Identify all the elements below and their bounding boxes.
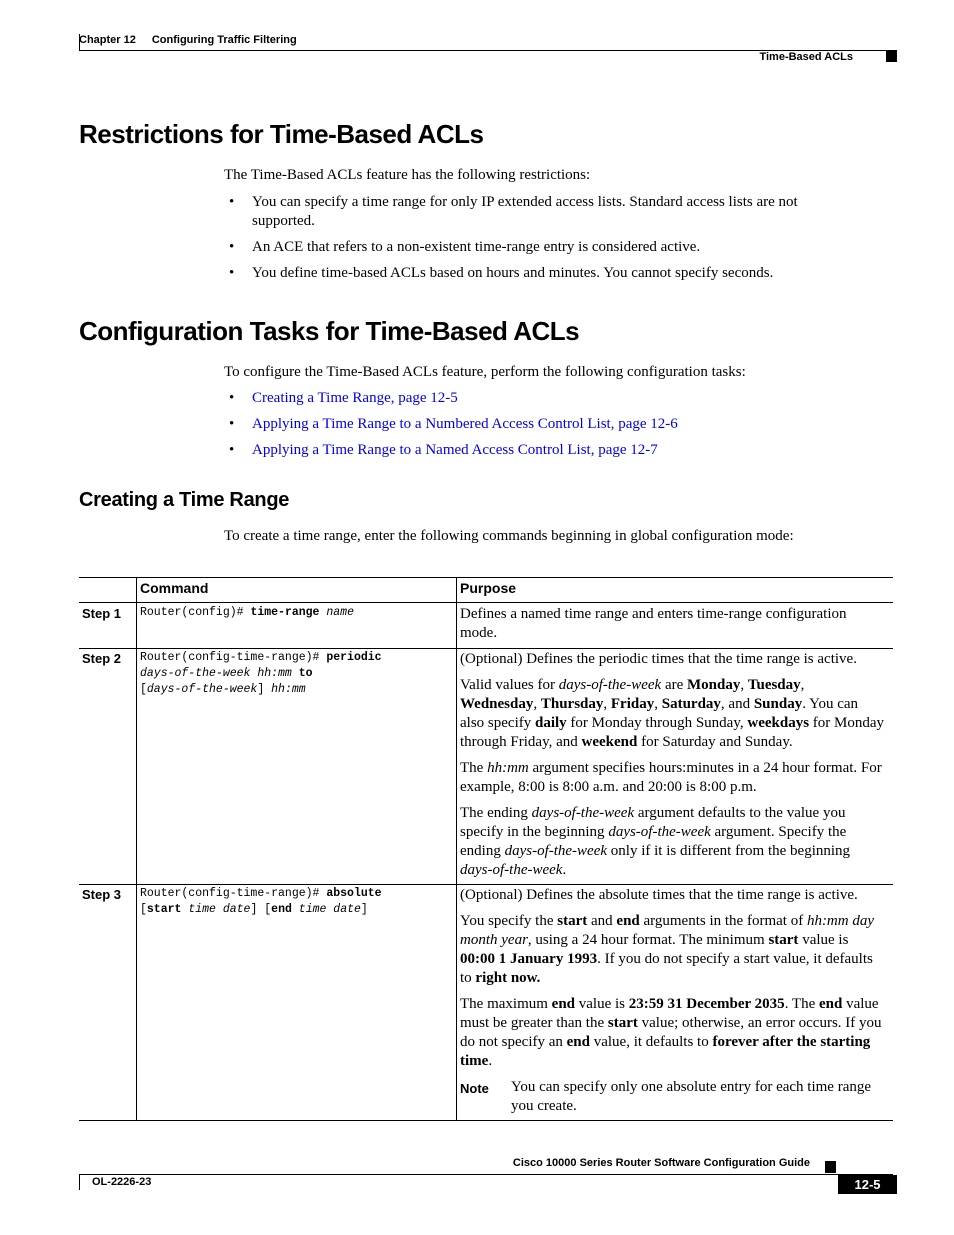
header-marker-block bbox=[886, 50, 897, 62]
footer-marker-block bbox=[825, 1161, 836, 1173]
bullet-icon: • bbox=[229, 239, 235, 255]
note-label: Note bbox=[460, 1081, 489, 1096]
bullet-icon: • bbox=[229, 442, 235, 458]
heading-restrictions: Restrictions for Time-Based ACLs bbox=[79, 119, 484, 149]
note-block bbox=[460, 1078, 885, 1116]
footer-rule bbox=[79, 1174, 893, 1175]
column-header-command: Command bbox=[140, 580, 209, 596]
footer-doc-number: OL-2226-23 bbox=[92, 1176, 152, 1188]
bullet-icon: • bbox=[229, 194, 235, 210]
page-number: 12-5 bbox=[838, 1175, 897, 1194]
footer-rule-vertical bbox=[79, 1174, 80, 1190]
step-label: Step 1 bbox=[82, 606, 122, 621]
table-row-rule bbox=[79, 648, 893, 649]
table-rule-bottom bbox=[79, 1120, 893, 1121]
step-label: Step 2 bbox=[82, 651, 122, 666]
restrictions-list bbox=[224, 193, 864, 290]
restrictions-intro: The Time-Based ACLs feature has the following restrictions: bbox=[224, 167, 591, 183]
column-header-purpose: Purpose bbox=[460, 580, 517, 596]
command-syntax: Router(config-time-range)# periodic days-of-the-week hh:mm to [days-of-the-week] hh:mm bbox=[140, 651, 382, 696]
note-text: You can specify only one absolute entry for each time range you create. bbox=[511, 1079, 872, 1114]
list-item bbox=[224, 441, 864, 460]
config-tasks-list bbox=[224, 389, 864, 467]
table-col-divider bbox=[456, 577, 457, 1120]
purpose-text: Defines a named time range and enters time-range configuration mode. bbox=[460, 606, 847, 641]
footer-guide-title: Cisco 10000 Series Router Software Configuration Guide bbox=[512, 1157, 810, 1169]
list-item: • An ACE that refers to a non-existent time-range entry is considered active. bbox=[229, 239, 701, 255]
purpose-text: (Optional) Defines the absolute times that the time range is active. You specify the start and end arguments in the format of hh:mm day month year, using a 24 hour format. The minimum start value is 00:00 1 January 1993. If you do not specify a start value, it defaults to right now. The maximum end value is 23:59 31 December 2035. The end value must be greater than the start value; otherwise, an error occurs. If you do not specify an end value, it defaults to forever after the starting time. bbox=[460, 887, 882, 1069]
heading-config-tasks: Configuration Tasks for Time-Based ACLs bbox=[79, 316, 580, 346]
table-row-rule bbox=[79, 884, 893, 885]
running-header-left bbox=[79, 34, 297, 46]
link-named-acl[interactable]: Applying a Time Range to a Named Access Control List, page 12-7 bbox=[252, 442, 658, 458]
bullet-icon: • bbox=[229, 416, 235, 432]
step-label: Step 3 bbox=[82, 887, 122, 902]
heading-creating-time-range: Creating a Time Range bbox=[79, 489, 290, 511]
creating-intro: To create a time range, enter the following commands beginning in global configuration mode: bbox=[224, 528, 794, 544]
purpose-text: (Optional) Defines the periodic times that the time range is active. Valid values for days-of-the-week are Monday, Tuesday, Wednesday, Thursday, Friday, Saturday, and Sunday. You can also specify daily for Monday through Sunday, weekdays for Monday through Friday, and weekend for Saturday and Sunday. The hh:mm argument specifies hours:minutes in a 24 hour format. For example, 8:00 is 8:00 a.m. and 20:00 is 8:00 p.m. The ending days-of-the-week argument defaults to the value you specify in the beginning days-of-the-week argument. Specify the ending days-of-the-week only if it is different from the beginning days-of-the-week. bbox=[460, 651, 885, 878]
list-item: • You can specify a time range for only IP extended access lists. Standard access lists are not supported. bbox=[229, 194, 798, 229]
table-rule-top bbox=[79, 577, 893, 578]
command-syntax: Router(config-time-range)# absolute [start time date] [end time date] bbox=[140, 887, 382, 916]
chapter-title: Configuring Traffic Filtering bbox=[151, 34, 297, 46]
table-header-rule bbox=[79, 602, 893, 603]
list-item: • You define time-based ACLs based on hours and minutes. You cannot specify seconds. bbox=[229, 265, 774, 281]
link-creating-time-range[interactable]: Creating a Time Range, page 12-5 bbox=[252, 390, 458, 406]
bullet-icon: • bbox=[229, 390, 235, 406]
link-numbered-acl[interactable]: Applying a Time Range to a Numbered Access Control List, page 12-6 bbox=[252, 416, 678, 432]
running-header-section: Time-Based ACLs bbox=[759, 51, 853, 63]
list-item bbox=[224, 415, 864, 434]
chapter-number: Chapter 12 bbox=[79, 34, 136, 46]
list-item bbox=[224, 389, 864, 408]
bullet-icon: • bbox=[229, 265, 235, 281]
command-syntax: Router(config)# time-range name bbox=[140, 606, 354, 619]
table-col-divider bbox=[136, 577, 137, 1120]
config-tasks-intro: To configure the Time-Based ACLs feature, perform the following configuration tasks: bbox=[224, 364, 746, 380]
